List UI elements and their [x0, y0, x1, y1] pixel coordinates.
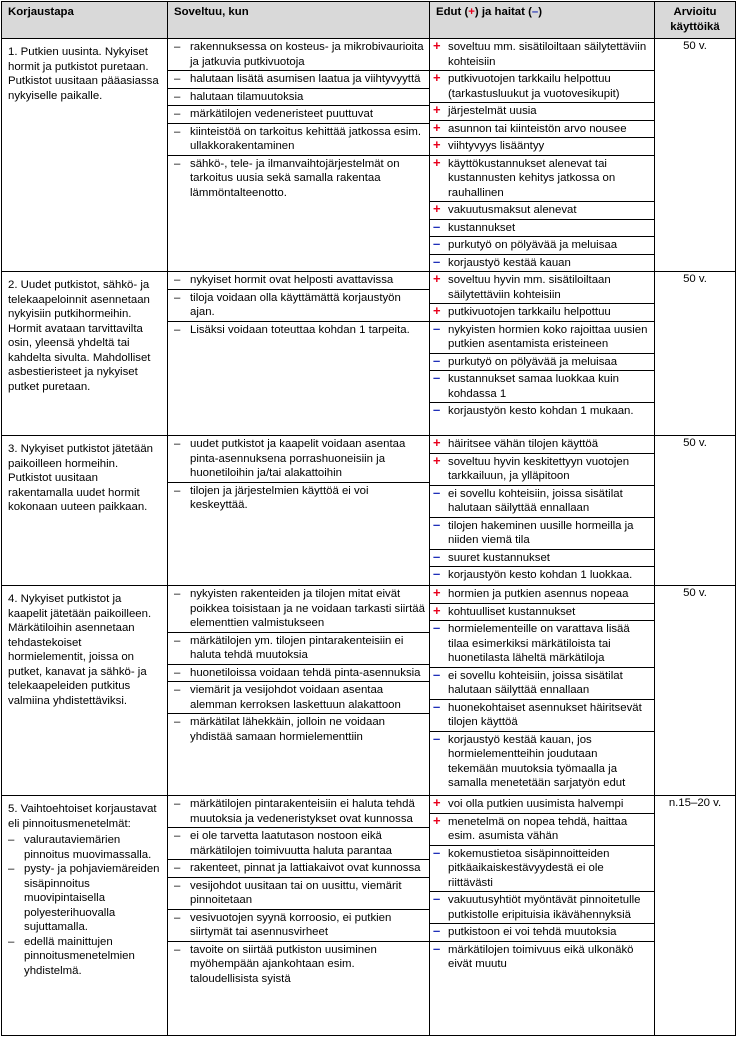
con-text: huonekohtaiset asennukset häiritsevät tilojen käyttöä	[448, 701, 642, 728]
suitable-text: kiinteistöä on tarkoitus kehittää jatkossa esim. ullakkorakentaminen	[190, 125, 422, 152]
pros-cons-cell	[430, 272, 655, 436]
minus-symbol: –	[433, 484, 441, 500]
suitable-item	[168, 436, 429, 483]
dash-symbol: –	[174, 716, 181, 728]
pro-item	[430, 454, 654, 486]
method-cell	[2, 436, 168, 586]
suitable-text: ei ole tarvetta laatutason nostoon eikä märkätilojen toimivuutta haluta parantaa	[190, 830, 392, 857]
suitable-item	[168, 156, 429, 202]
lifetime-cell: 50 v.	[655, 436, 736, 586]
pro-text: putkivuotojen tarkkailu helpottuu	[448, 306, 611, 318]
minus-symbol: –	[433, 666, 441, 682]
suitable-cell	[168, 796, 430, 1036]
lifetime-cell: n.15–20 v.	[655, 796, 736, 1036]
pro-item	[430, 796, 654, 814]
minus-symbol: –	[433, 236, 441, 251]
header-pros-cons: Edut (+) ja haitat (–)	[430, 2, 655, 39]
con-text: kokemustietoa sisäpinnoitteiden pitkäaikaiskestävyydestä ei ole riittävästi	[448, 847, 610, 889]
pro-item	[430, 586, 654, 604]
method-text-wrap	[2, 39, 167, 107]
minus-symbol: –	[433, 698, 441, 714]
con-text: kustannukset	[448, 221, 516, 234]
suitable-text: märkätilojen ym. tilojen pintarakenteisiin ei haluta tehdä muutoksia	[190, 634, 404, 661]
pro-text: putkivuotojen tarkkailu helpottuu (tarkastusluukut ja vuotovesikupit)	[448, 73, 620, 100]
suitable-item	[168, 682, 429, 714]
suitable-text: huonetiloissa voidaan tehdä pinta-asennuksia	[190, 666, 421, 679]
suitable-item	[168, 71, 429, 89]
con-item	[430, 668, 654, 700]
minus-symbol: –	[433, 891, 441, 906]
suitable-text: märkätilojen pintarakenteisiin ei haluta tehdä muutoksia ja vedeneristykset ovat kunnossa	[190, 798, 415, 825]
suitable-item	[168, 106, 429, 124]
pro-item	[430, 103, 654, 121]
con-text: ei sovellu kohteisiin, joissa sisätilat halutaan säilyttää ennallaan	[448, 487, 623, 514]
suitable-text: Lisäksi voidaan toteuttaa kohdan 1 tarpeita.	[190, 323, 410, 336]
table-row	[2, 796, 736, 1036]
method-cell	[2, 39, 168, 272]
pros-cons-list	[430, 796, 654, 973]
suitable-list	[168, 272, 429, 338]
dash-symbol: –	[174, 943, 181, 956]
pros-cons-list	[430, 436, 654, 584]
method-text: 5. Vaihtoehtoiset korjaustavat eli pinnoitusmenetelmät:	[8, 803, 157, 830]
suitable-item	[168, 942, 429, 988]
suitable-cell	[168, 39, 430, 272]
con-text: putkistoon ei voi tehdä muutoksia	[448, 926, 617, 938]
pro-text: soveltuu hyvin keskitettyyn vuotojen tarkkailuun, ja ylläpitoon	[448, 455, 630, 482]
header-lifetime: Arvioitu käyttöikä	[655, 2, 736, 39]
minus-symbol: –	[433, 218, 441, 234]
plus-symbol: +	[433, 70, 441, 85]
con-text: ei sovellu kohteisiin, joissa sisätilat halutaan säilyttää ennallaan	[448, 669, 623, 696]
con-item	[430, 255, 654, 272]
dash-symbol: –	[174, 157, 181, 170]
con-item	[430, 846, 654, 893]
dash-symbol: –	[174, 484, 181, 497]
con-text: hormielementeille on varattava lisää tilaa esimerkiksi märkätiloista tai huonetilasta läheltä märkätiloja	[448, 623, 630, 664]
header-suitable: Soveltuu, kun	[168, 2, 430, 39]
suitable-list	[168, 796, 429, 987]
method-text-wrap	[2, 436, 167, 519]
minus-symbol: –	[433, 516, 441, 532]
suitable-item	[168, 586, 429, 633]
suitable-text: uudet putkistot ja kaapelit voidaan asentaa pinta-asennuksena porrashuoneisiin ja huonetiloihin ja/tai alakattoihin	[190, 438, 406, 479]
pro-item	[430, 436, 654, 454]
pro-text: viihtyvyys lisääntyy	[448, 140, 545, 152]
suitable-item	[168, 39, 429, 71]
method-sub-item	[8, 935, 161, 979]
dash-symbol: –	[174, 323, 181, 336]
dash-symbol: –	[174, 879, 181, 892]
plus-symbol: +	[433, 137, 441, 152]
pros-cons-cell	[430, 436, 655, 586]
table-row	[2, 586, 736, 796]
pro-item	[430, 272, 654, 304]
plus-symbol: +	[433, 795, 441, 810]
method-text-wrap	[2, 796, 167, 982]
minus-symbol: –	[433, 253, 441, 269]
suitable-item	[168, 322, 429, 339]
minus-symbol: –	[531, 6, 539, 18]
dash-symbol: –	[174, 291, 181, 304]
suitable-cell	[168, 586, 430, 796]
pro-text: häiritsee vähän tilojen käyttöä	[448, 438, 599, 450]
dash-symbol: –	[174, 73, 181, 85]
dash-symbol: –	[174, 798, 181, 810]
method-text-wrap	[2, 272, 167, 398]
header-method: Korjaustapa	[2, 2, 168, 39]
con-text: kustannukset samaa luokkaa kuin kohdassa 1	[448, 373, 619, 400]
con-text: suuret kustannukset	[448, 551, 550, 564]
dash-symbol: –	[174, 274, 181, 286]
method-sub-item	[8, 862, 161, 935]
method-cell	[2, 586, 168, 796]
method-text-wrap	[2, 586, 167, 712]
con-item	[430, 700, 654, 732]
con-text: tilojen hakeminen uusille hormeilla ja niiden viemä tila	[448, 519, 634, 546]
con-text: vakuutusyhtiöt myöntävät pinnoitetulle putkistolle eripituisia ikävähennyksiä	[448, 894, 641, 921]
pro-text: voi olla putkien uusimista halvempi	[448, 798, 624, 810]
dash-symbol: –	[174, 41, 181, 53]
lifetime-cell: 50 v.	[655, 586, 736, 796]
table-row	[2, 272, 736, 436]
pro-text: käyttökustannukset alenevat tai kustannusten kehitys jatkossa on rauhallinen	[448, 157, 616, 199]
dash-symbol: –	[174, 438, 181, 450]
pro-item	[430, 814, 654, 846]
suitable-text: nykyiset hormit ovat helposti avattavissa	[190, 274, 394, 286]
con-item	[430, 892, 654, 924]
con-item	[430, 732, 654, 792]
minus-symbol: –	[433, 352, 441, 368]
con-text: nykyisten hormien koko rajoittaa uusien putkien asentamista eristeineen	[448, 323, 648, 350]
plus-symbol: +	[433, 585, 441, 600]
dash-symbol: –	[8, 834, 15, 846]
minus-symbol: –	[433, 730, 441, 746]
plus-symbol: +	[433, 201, 441, 216]
con-item	[430, 621, 654, 668]
suitable-text: halutaan tilamuutoksia	[190, 90, 304, 103]
minus-symbol: –	[433, 320, 441, 336]
suitable-text: tiloja voidaan olla käyttämättä korjaustyön ajan.	[190, 291, 401, 318]
dash-symbol: –	[174, 911, 181, 924]
pros-cons-cell	[430, 586, 655, 796]
suitable-item	[168, 860, 429, 878]
con-text: purkutyö on pölyävää ja meluisaa	[448, 239, 618, 251]
plus-symbol: +	[468, 6, 475, 18]
con-item	[430, 220, 654, 238]
pro-item	[430, 604, 654, 622]
repair-methods-table	[1, 1, 736, 1036]
suitable-item	[168, 910, 429, 942]
suitable-text: rakennuksessa on kosteus- ja mikrobivaurioita ja jatkuvia putkivuotoja	[190, 41, 424, 68]
dash-symbol: –	[174, 125, 181, 138]
suitable-text: rakenteet, pinnat ja lattiakaivot ovat kunnossa	[190, 862, 421, 874]
dash-symbol: –	[174, 108, 181, 120]
suitable-cell	[168, 272, 430, 436]
suitable-item	[168, 290, 429, 322]
minus-symbol: –	[433, 548, 441, 564]
minus-symbol: –	[433, 844, 441, 860]
con-item	[430, 518, 654, 550]
lifetime-cell: 50 v.	[655, 272, 736, 436]
suitable-item	[168, 878, 429, 910]
suitable-item	[168, 828, 429, 860]
plus-symbol: +	[433, 102, 441, 117]
suitable-item	[168, 483, 429, 514]
con-text: purkutyö on pölyävää ja meluisaa	[448, 355, 618, 368]
con-item	[430, 322, 654, 354]
suitable-text: vesivuotojen syynä korroosio, ei putkien siirtymät tai asennusvirheet	[190, 911, 392, 938]
pro-item	[430, 202, 654, 220]
pros-cons-list	[430, 272, 654, 420]
table-row	[2, 436, 736, 586]
suitable-list	[168, 39, 429, 201]
con-text: korjaustyön kesto kohdan 1 luokkaa.	[448, 569, 633, 581]
pro-item	[430, 304, 654, 322]
dash-symbol: –	[174, 830, 181, 842]
con-item	[430, 486, 654, 518]
con-item	[430, 354, 654, 372]
pros-cons-list	[430, 39, 654, 271]
method-sub-text: edellä mainittujen pinnoitusmenetelmien yhdistelmä.	[24, 935, 135, 977]
pros-cons-cell	[430, 796, 655, 1036]
method-sub-item	[8, 833, 161, 862]
suitable-item	[168, 124, 429, 156]
method-text: 4. Nykyiset putkistot ja kaapelit jätetään paikoilleen. Märkätiloihin asennetaan tehdastekoiset hormielementit, joissa on putket, kanavat ja sähkö- ja telekaapeleiden putkitus valmiina yhdistettäviksi.	[8, 593, 152, 707]
con-item	[430, 567, 654, 584]
minus-symbol: –	[433, 940, 441, 956]
plus-symbol: +	[433, 452, 441, 468]
pro-text: menetelmä on nopea tehdä, haittaa esim. asumista vähän	[448, 815, 628, 842]
pro-item	[430, 138, 654, 156]
dash-symbol: –	[174, 684, 181, 696]
dash-symbol: –	[174, 90, 181, 103]
pro-text: soveltuu mm. sisätiloiltaan säilytettäviin kohteisiin	[448, 41, 647, 68]
pro-text: kohtuulliset kustannukset	[448, 605, 576, 618]
suitable-text: vesijohdot uusitaan tai on uusittu, viemärit pinnoitetaan	[190, 879, 402, 906]
minus-symbol: –	[433, 370, 441, 385]
suitable-item	[168, 272, 429, 290]
con-text: korjaustyö kestää kauan, jos hormielementteihin joudutaan tekemään muutoksia työmaalla ja samalla menetetään sarjatyön edut	[448, 733, 626, 789]
con-item	[430, 371, 654, 403]
suitable-list	[168, 586, 429, 745]
method-cell	[2, 272, 168, 436]
method-text: 1. Putkien uusinta. Nykyiset hormit ja putkistot puretaan. Putkistot uusitaan pääasiassa nykyiselle paikalle.	[8, 46, 159, 102]
dash-symbol: –	[174, 588, 181, 600]
lifetime-cell: 50 v.	[655, 39, 736, 272]
method-sub-list	[8, 833, 161, 978]
con-item	[430, 942, 654, 973]
con-text: märkätilojen toimivuus eikä ulkonäkö eivät muutu	[448, 943, 634, 970]
pro-text: vakuutusmaksut alenevat	[448, 204, 577, 216]
suitable-cell	[168, 436, 430, 586]
suitable-list	[168, 436, 429, 514]
pro-item	[430, 39, 654, 71]
pros-cons-list	[430, 586, 654, 792]
suitable-text: halutaan lisätä asumisen laatua ja viihtyvyyttä	[190, 73, 421, 85]
suitable-text: märkätilojen vedeneristeet puuttuvat	[190, 108, 373, 120]
header-row	[2, 2, 736, 39]
con-item	[430, 550, 654, 568]
pro-item	[430, 71, 654, 103]
plus-symbol: +	[433, 812, 441, 828]
suitable-text: sähkö-, tele- ja ilmanvaihtojärjestelmät on tarkoitus uusia sekä samalla rakentaa lämmöntalteenotto.	[190, 157, 400, 199]
plus-symbol: +	[433, 271, 441, 286]
method-text: 2. Uudet putkistot, sähkö- ja telekaapeloinnit asennetaan nykyisiin putkihormeihin. Hormit avataan tarvittavilta osin, yleensä yhdeltä tai kahdelta sivulta. Mahdolliset asbestieristeet ja nykyiset putket puretaan.	[8, 279, 151, 393]
plus-symbol: +	[433, 154, 441, 170]
con-text: korjaustyön kesto kohdan 1 mukaan.	[448, 405, 634, 417]
dash-symbol: –	[8, 863, 15, 875]
method-text: 3. Nykyiset putkistot jätetään paikoilleen hormeihin. Putkistot uusitaan rakentamalla uudet hormit kokonaan uuteen paikkaan.	[8, 443, 153, 513]
suitable-item	[168, 714, 429, 745]
pros-cons-cell	[430, 39, 655, 272]
pro-text: soveltuu hyvin mm. sisätiloiltaan säilytettäviin kohteisiin	[448, 274, 611, 301]
plus-symbol: +	[433, 602, 441, 618]
suitable-text: nykyisten rakenteiden ja tilojen mitat eivät poikkea toisistaan ja ne voidaan tarkasti siirtää elementtien valmistukseen	[190, 588, 425, 629]
dash-symbol: –	[8, 935, 15, 948]
minus-symbol: –	[433, 923, 441, 938]
pro-item	[430, 121, 654, 139]
suitable-item	[168, 796, 429, 828]
pro-text: hormien ja putkien asennus nopeaa	[448, 588, 629, 600]
con-item	[430, 237, 654, 255]
method-sub-text: pysty- ja pohjaviemäreiden sisäpinnoitus muovipintaisella polyesterihuovalla sujuttamalla.	[24, 863, 160, 933]
plus-symbol: +	[433, 119, 441, 135]
minus-symbol: –	[433, 402, 441, 417]
dash-symbol: –	[174, 862, 181, 874]
method-cell	[2, 796, 168, 1036]
plus-symbol: +	[433, 435, 441, 450]
suitable-item	[168, 665, 429, 683]
suitable-item	[168, 633, 429, 665]
suitable-text: tilojen ja järjestelmien käyttöä ei voi keskeyttää.	[190, 484, 369, 511]
con-item	[430, 403, 654, 420]
suitable-text: tavoite on siirtää putkiston uusiminen myöhempään ajankohtaan esim. taloudellisista syistä	[190, 943, 377, 985]
con-text: korjaustyö kestää kauan	[448, 256, 571, 269]
dash-symbol: –	[174, 666, 181, 679]
plus-symbol: +	[433, 303, 441, 318]
minus-symbol: –	[433, 620, 441, 635]
minus-symbol: –	[433, 566, 441, 581]
pro-text: järjestelmät uusia	[448, 105, 537, 117]
dash-symbol: –	[174, 634, 181, 647]
suitable-text: viemärit ja vesijohdot voidaan asentaa alemman kerroksen laskettuun alakattoon	[190, 684, 401, 711]
pro-text: asunnon tai kiinteistön arvo nousee	[448, 122, 627, 135]
con-item	[430, 924, 654, 942]
suitable-item	[168, 89, 429, 107]
pro-item	[430, 156, 654, 203]
plus-symbol: +	[433, 38, 441, 53]
method-sub-text: valurautaviemärien pinnoitus muovimassalla.	[24, 834, 152, 861]
suitable-text: märkätilat lähekkäin, jolloin ne voidaan yhdistää samaan hormielementtiin	[190, 716, 386, 743]
table-row	[2, 39, 736, 272]
